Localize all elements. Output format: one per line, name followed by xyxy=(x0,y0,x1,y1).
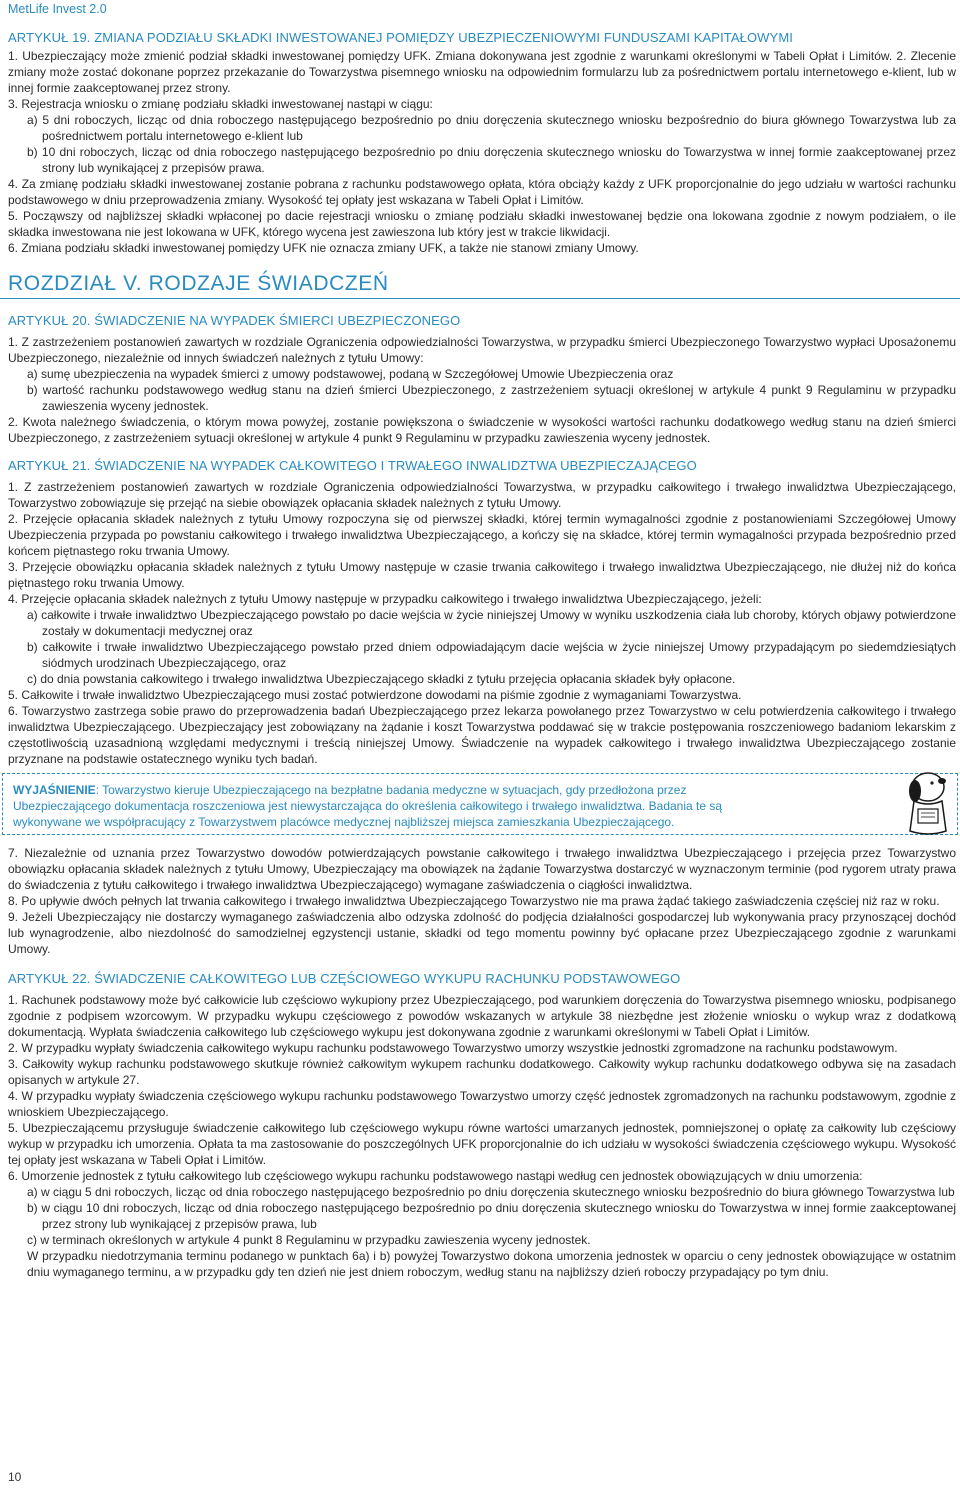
art22-paragraph-6a: a) w ciągu 5 dni roboczych, licząc od dnia roboczego następującego bezpośrednio po dniu doręczenia skutecznego wniosku bezpośrednio do biura głównego Towarzystwa lub xyxy=(27,1185,955,1199)
art22-paragraph-4: 4. W przypadku wypłaty świadczenia częściowego wykupu rachunku podstawowego Towarzystwo umorzy część jednostek zgromadzonych na rachunku podstawowym, zgodnie z wnioskiem Ubezpieczającego. xyxy=(8,1089,956,1119)
art22-paragraph-3: 3. Całkowity wykup rachunku podstawowego skutkuje również całkowitym wykupem rachunku dodatkowego. Całkowity wykup rachunku dodatkowego odbywa się na zasadach opisanych w artykule 27. xyxy=(8,1057,956,1087)
art21-paragraph-6: 6. Towarzystwo zastrzega sobie prawo do przeprowadzenia badań Ubezpieczającego przez lekarza powołanego przez Towarzystwo w celu potwierdzenia całkowitego i trwałego inwalidztwa Ubezpieczającego. Ubezpieczający jest zobowiązany na żądanie i koszt Towarzystwa poddawać się w trakcie postępowania roszczeniowego badaniom lekarskim z częstotliwością uzasadnioną względami medycznymi i treścią niniejszej Umowy. Świadczenie na wypadek całkowitego i trwałego inwalidztwa Ubezpieczającego zostanie przyznane na podstawie ostatecznego wyniku tych badań. xyxy=(8,704,956,766)
art21-paragraph-4b: b) całkowite i trwałe inwalidztwo Ubezpieczającego powstało przed dniem odpowiadającym dacie wejścia w życie niniejszej Umowy przypadającym po siedemdziesiątych siódmych urodzinach Ubezpieczającego, oraz xyxy=(27,640,956,670)
art21-paragraph-7: 7. Niezależnie od uznania przez Towarzystwo dowodów potwierdzających powstanie całkowitego i trwałego inwalidztwa Ubezpieczającego i przejęcia przez Towarzystwo obowiązku opłacania składek należnych z tytułu Umowy, Ubezpieczający ma obowiązek na żądanie Towarzystwa dostarczyć w wyznaczonym terminie (pod rygorem utraty prawa do świadczenia z tytułu całkowitego i trwałego inwalidztwa Ubezpieczającego) wymagane zaświadczenia o ciągłości inwalidztwa. xyxy=(8,846,956,892)
art21-paragraph-2: 2. Przejęcie opłacania składek należnych z tytułu Umowy rozpoczyna się od pierwszej składki, której termin wymagalności zgodnie z postanowieniami Szczegółowej Umowy Ubezpieczenia przypada po powstaniu całkowitego i trwałego inwalidztwa Ubezpieczającego, a kończy się na składce, której termin wymagalności przypada bezpośrednio przed końcem piętnastego roku trwania Umowy. xyxy=(8,512,956,558)
art19-paragraph-1-2: 1. Ubezpieczający może zmienić podział składki inwestowanej pomiędzy UFK. Zmiana dokonywana jest zgodnie z warunkami określonymi w Tabeli Opłat i Limitów. 2. Zlecenie zmiany może zostać dokonane poprzez przekazanie do Towarzystwa pisemnego wniosku na odpowiednim formularzu lub za pośrednictwem portalu internetowego e-klient, lub w innej formie zaakceptowanej przez strony. xyxy=(8,49,956,95)
explanation-note-label: WYJAŚNIENIE xyxy=(13,783,96,797)
document-header: MetLife Invest 2.0 xyxy=(8,2,107,16)
article-21-title: ARTYKUŁ 21. ŚWIADCZENIE NA WYPADEK CAŁKOWITEGO I TRWAŁEGO INWALIDZTWA UBEZPIECZAJĄCEGO xyxy=(8,458,697,473)
art21-paragraph-1: 1. Z zastrzeżeniem postanowień zawartych w rozdziale Ograniczenia odpowiedzialności Towarzystwa, w przypadku całkowitego i trwałego inwalidztwa Ubezpieczającego, Towarzystwo zobowiązuje się przejąć na siebie obowiązek opłacania składek należnych z tytułu Umowy. xyxy=(8,480,956,510)
chapter-divider xyxy=(0,298,960,299)
art19-paragraph-6: 6. Zmiana podziału składki inwestowanej pomiędzy UFK nie oznacza zmiany UFK, a także nie stanowi zmiany Umowy. xyxy=(8,241,639,255)
art22-paragraph-2: 2. W przypadku wypłaty świadczenia całkowitego wykupu rachunku podstawowego Towarzystwo umorzy wszystkie jednostki zgromadzone na rachunku podstawowym. xyxy=(8,1041,898,1055)
article-22-body xyxy=(8,992,956,1280)
art20-paragraph-1b: b) wartość rachunku podstawowego według stanu na dzień śmierci Ubezpieczonego, z zastrzeżeniem sytuacji określonej w artykule 4 punkt 9 Regulaminu w przypadku zawieszenia wyceny jednostek. xyxy=(27,383,956,413)
explanation-note-box xyxy=(2,773,958,835)
art21-paragraph-5: 5. Całkowite i trwałe inwalidztwo Ubezpieczającego musi zostać potwierdzone dowodami na piśmie zgodnie z wymaganiami Towarzystwa. xyxy=(8,688,742,702)
art20-paragraph-2: 2. Kwota należnego świadczenia, o którym mowa powyżej, zostanie powiększona o świadczenie w wysokości wartości rachunku dodatkowego według stanu na dzień śmierci Ubezpieczonego, z zastrzeżeniem sytuacji określonej w artykule 4 punkt 9 Regulaminu w przypadku zawieszenia wyceny jednostek. xyxy=(8,415,956,445)
art19-paragraph-4: 4. Za zmianę podziału składki inwestowanej zostanie pobrana z rachunku podstawowego opłata, która obciąży każdy z UFK proporcjonalnie do jego udziału w wartości rachunku podstawowego w dniu przeprowadzenia zmiany. Wysokość tej opłaty jest wskazana w Tabeli Opłat i Limitów. xyxy=(8,177,956,207)
article-19-body xyxy=(8,48,956,256)
article-21-body-top xyxy=(8,479,956,767)
art22-paragraph-1: 1. Rachunek podstawowy może być całkowicie lub częściowo wykupiony przez Ubezpieczającego, pod warunkiem doręczenia do Towarzystwa pisemnego wniosku, podpisanego zgodnie z podpisem wzorcowym. W przypadku wykupu częściowego z powodów wskazanych w artykule 38 niezbędne jest złożenie wniosku o wykup wraz z dodatkową dokumentacją. Wypłata świadczenia całkowitego lub częściowego wykupu jest dokonywana zgodnie z warunkami określonymi w Tabeli Opłat i Limitów. xyxy=(8,993,956,1039)
art22-paragraph-6-note: W przypadku niedotrzymania terminu podanego w punktach 6a) i b) powyżej Towarzystwo dokona umorzenia jednostek w oparciu o ceny jednostek obowiązujące w ostatnim dniu wymaganego terminu, a w przypadku gdy ten dzień nie jest dniem roboczym, według stanu na najbliższy dzień roboczy przypadający po tym dniu. xyxy=(27,1249,956,1279)
art19-paragraph-5: 5. Począwszy od najbliższej składki wpłaconej po dacie rejestracji wniosku o zmianę podziału składki inwestowanej będzie ona lokowana zgodnie z nowym podziałem, o ile składka inwestowana nie jest lokowana w UFK, którego wycena jest zawieszona lub który jest w trakcie likwidacji. xyxy=(8,209,956,239)
article-22-title: ARTYKUŁ 22. ŚWIADCZENIE CAŁKOWITEGO LUB CZĘŚCIOWEGO WYKUPU RACHUNKU PODSTAWOWEGO xyxy=(8,971,681,986)
art22-paragraph-6: 6. Umorzenie jednostek z tytułu całkowitego lub częściowego wykupu rachunku podstawowego nastąpi według cen jednostek obowiązujących w dniu umorzenia: xyxy=(8,1169,863,1183)
art19-paragraph-3: 3. Rejestracja wniosku o zmianę podziału składki inwestowanej nastąpi w ciągu: xyxy=(8,97,433,111)
art22-paragraph-5: 5. Ubezpieczającemu przysługuje świadczenie całkowitego lub częściowego wykupu równe wartości umarzanych jednostek, pomniejszonej o opłatę za całkowity lub częściowy wykup w przypadku ich umorzenia. Opłata ta ma zastosowanie do poszczególnych UFK proporcjonalnie do ich udziału w wysokości świadczenia częściowego wykupu. Wysokość tej opłaty jest wskazana w Tabeli Opłat i Limitów. xyxy=(8,1121,956,1167)
explanation-note-body: : Towarzystwo kieruje Ubezpieczającego na bezpłatne badania medyczne w sytuacjach, gdy przedłożona przez Ubezpieczającego dokumentacja roszczeniowa jest niewystarczająca do określenia całkowitego i trwałego inwalidztwa. Badania te są wykonywane we współpracujący z Towarzystwem placówce medycznej najbliższej miejsca zamieszkania Ubezpieczającego. xyxy=(13,783,723,829)
page-number: 10 xyxy=(8,1470,22,1484)
article-19-title: ARTYKUŁ 19. ZMIANA PODZIAŁU SKŁADKI INWESTOWANEJ POMIĘDZY UBEZPIECZENIOWYMI FUNDUSZAMI KAPITAŁOWYMI xyxy=(8,30,793,45)
chapter-title: ROZDZIAŁ V. RODZAJE ŚWIADCZEŃ xyxy=(8,272,389,295)
art21-paragraph-8: 8. Po upływie dwóch pełnych lat trwania całkowitego i trwałego inwalidztwa Ubezpieczającego Towarzystwo nie ma prawa żądać takiego zaświadczenia częściej niż raz w roku. xyxy=(8,894,940,908)
snoopy-mascot-icon xyxy=(898,765,958,839)
article-21-body-bottom xyxy=(8,845,956,957)
art22-paragraph-6b: b) w ciągu 10 dni roboczych, licząc od dnia roboczego następującego bezpośrednio po dniu doręczenia skutecznego wniosku do Towarzystwa w innej formie zaakceptowanej przez strony lub wynikającej z przepisów prawa, lub xyxy=(27,1201,956,1231)
art21-paragraph-3: 3. Przejęcie obowiązku opłacania składek należnych z tytułu Umowy następuje w czasie trwania całkowitego i trwałego inwalidztwa Ubezpieczającego, nie dłużej niż do końca piętnastego roku trwania Umowy. xyxy=(8,560,956,590)
art21-paragraph-4: 4. Przejęcie opłacania składek należnych z tytułu Umowy następuje w przypadku całkowitego i trwałego inwalidztwa Ubezpieczającego, jeżeli: xyxy=(8,592,762,606)
art21-paragraph-9: 9. Jeżeli Ubezpieczający nie dostarczy wymaganego zaświadczenia albo odzyska zdolność do podjęcia działalności gospodarczej lub wykonywania pracy przynoszącej dochód lub wynagrodzenie, albo niezdolność do samodzielnej egzystencji ustanie, składki od tego momentu powinny być opłacane przez Ubezpieczającego zgodnie z warunkami Umowy. xyxy=(8,910,956,956)
explanation-note-text xyxy=(13,782,743,830)
art22-paragraph-6c: c) w terminach określonych w artykule 4 punkt 8 Regulaminu w przypadku zawieszenia wyceny jednostek. xyxy=(27,1233,591,1247)
art19-paragraph-3a: a) 5 dni roboczych, licząc od dnia roboczego następującego bezpośrednio po dniu doręczenia skutecznego wniosku bezpośrednio do biura głównego Towarzystwa lub za pośrednictwem portalu internetowego e-klient lub xyxy=(27,113,956,143)
article-20-body xyxy=(8,334,956,446)
art20-paragraph-1: 1. Z zastrzeżeniem postanowień zawartych w rozdziale Ograniczenia odpowiedzialności Towarzystwa, w przypadku śmierci Ubezpieczonego Towarzystwo wypłaci Uposażonemu Ubezpieczonego, niezależnie od innych świadczeń należnych z tytułu Umowy: xyxy=(8,335,956,365)
art21-paragraph-4a: a) całkowite i trwałe inwalidztwo Ubezpieczającego powstało po dacie wejścia w życie niniejszej Umowy w wyniku uszkodzenia ciała lub choroby, których objawy potwierdzone zostały w dokumentacji medycznej oraz xyxy=(27,608,956,638)
article-20-title: ARTYKUŁ 20. ŚWIADCZENIE NA WYPADEK ŚMIERCI UBEZPIECZONEGO xyxy=(8,313,461,328)
art19-paragraph-3b: b) 10 dni roboczych, licząc od dnia roboczego następującego bezpośrednio po dniu doręczenia skutecznego wniosku do Towarzystwa w innej formie zaakceptowanej przez strony lub wynikającej z przepisów prawa. xyxy=(27,145,956,175)
art21-paragraph-4c: c) do dnia powstania całkowitego i trwałego inwalidztwa Ubezpieczającego składki z tytułu przejęcia opłacania składek były opłacone. xyxy=(27,672,736,686)
art20-paragraph-1a: a) sumę ubezpieczenia na wypadek śmierci z umowy podstawowej, podaną w Szczegółowej Umowie Ubezpieczenia oraz xyxy=(27,367,674,381)
